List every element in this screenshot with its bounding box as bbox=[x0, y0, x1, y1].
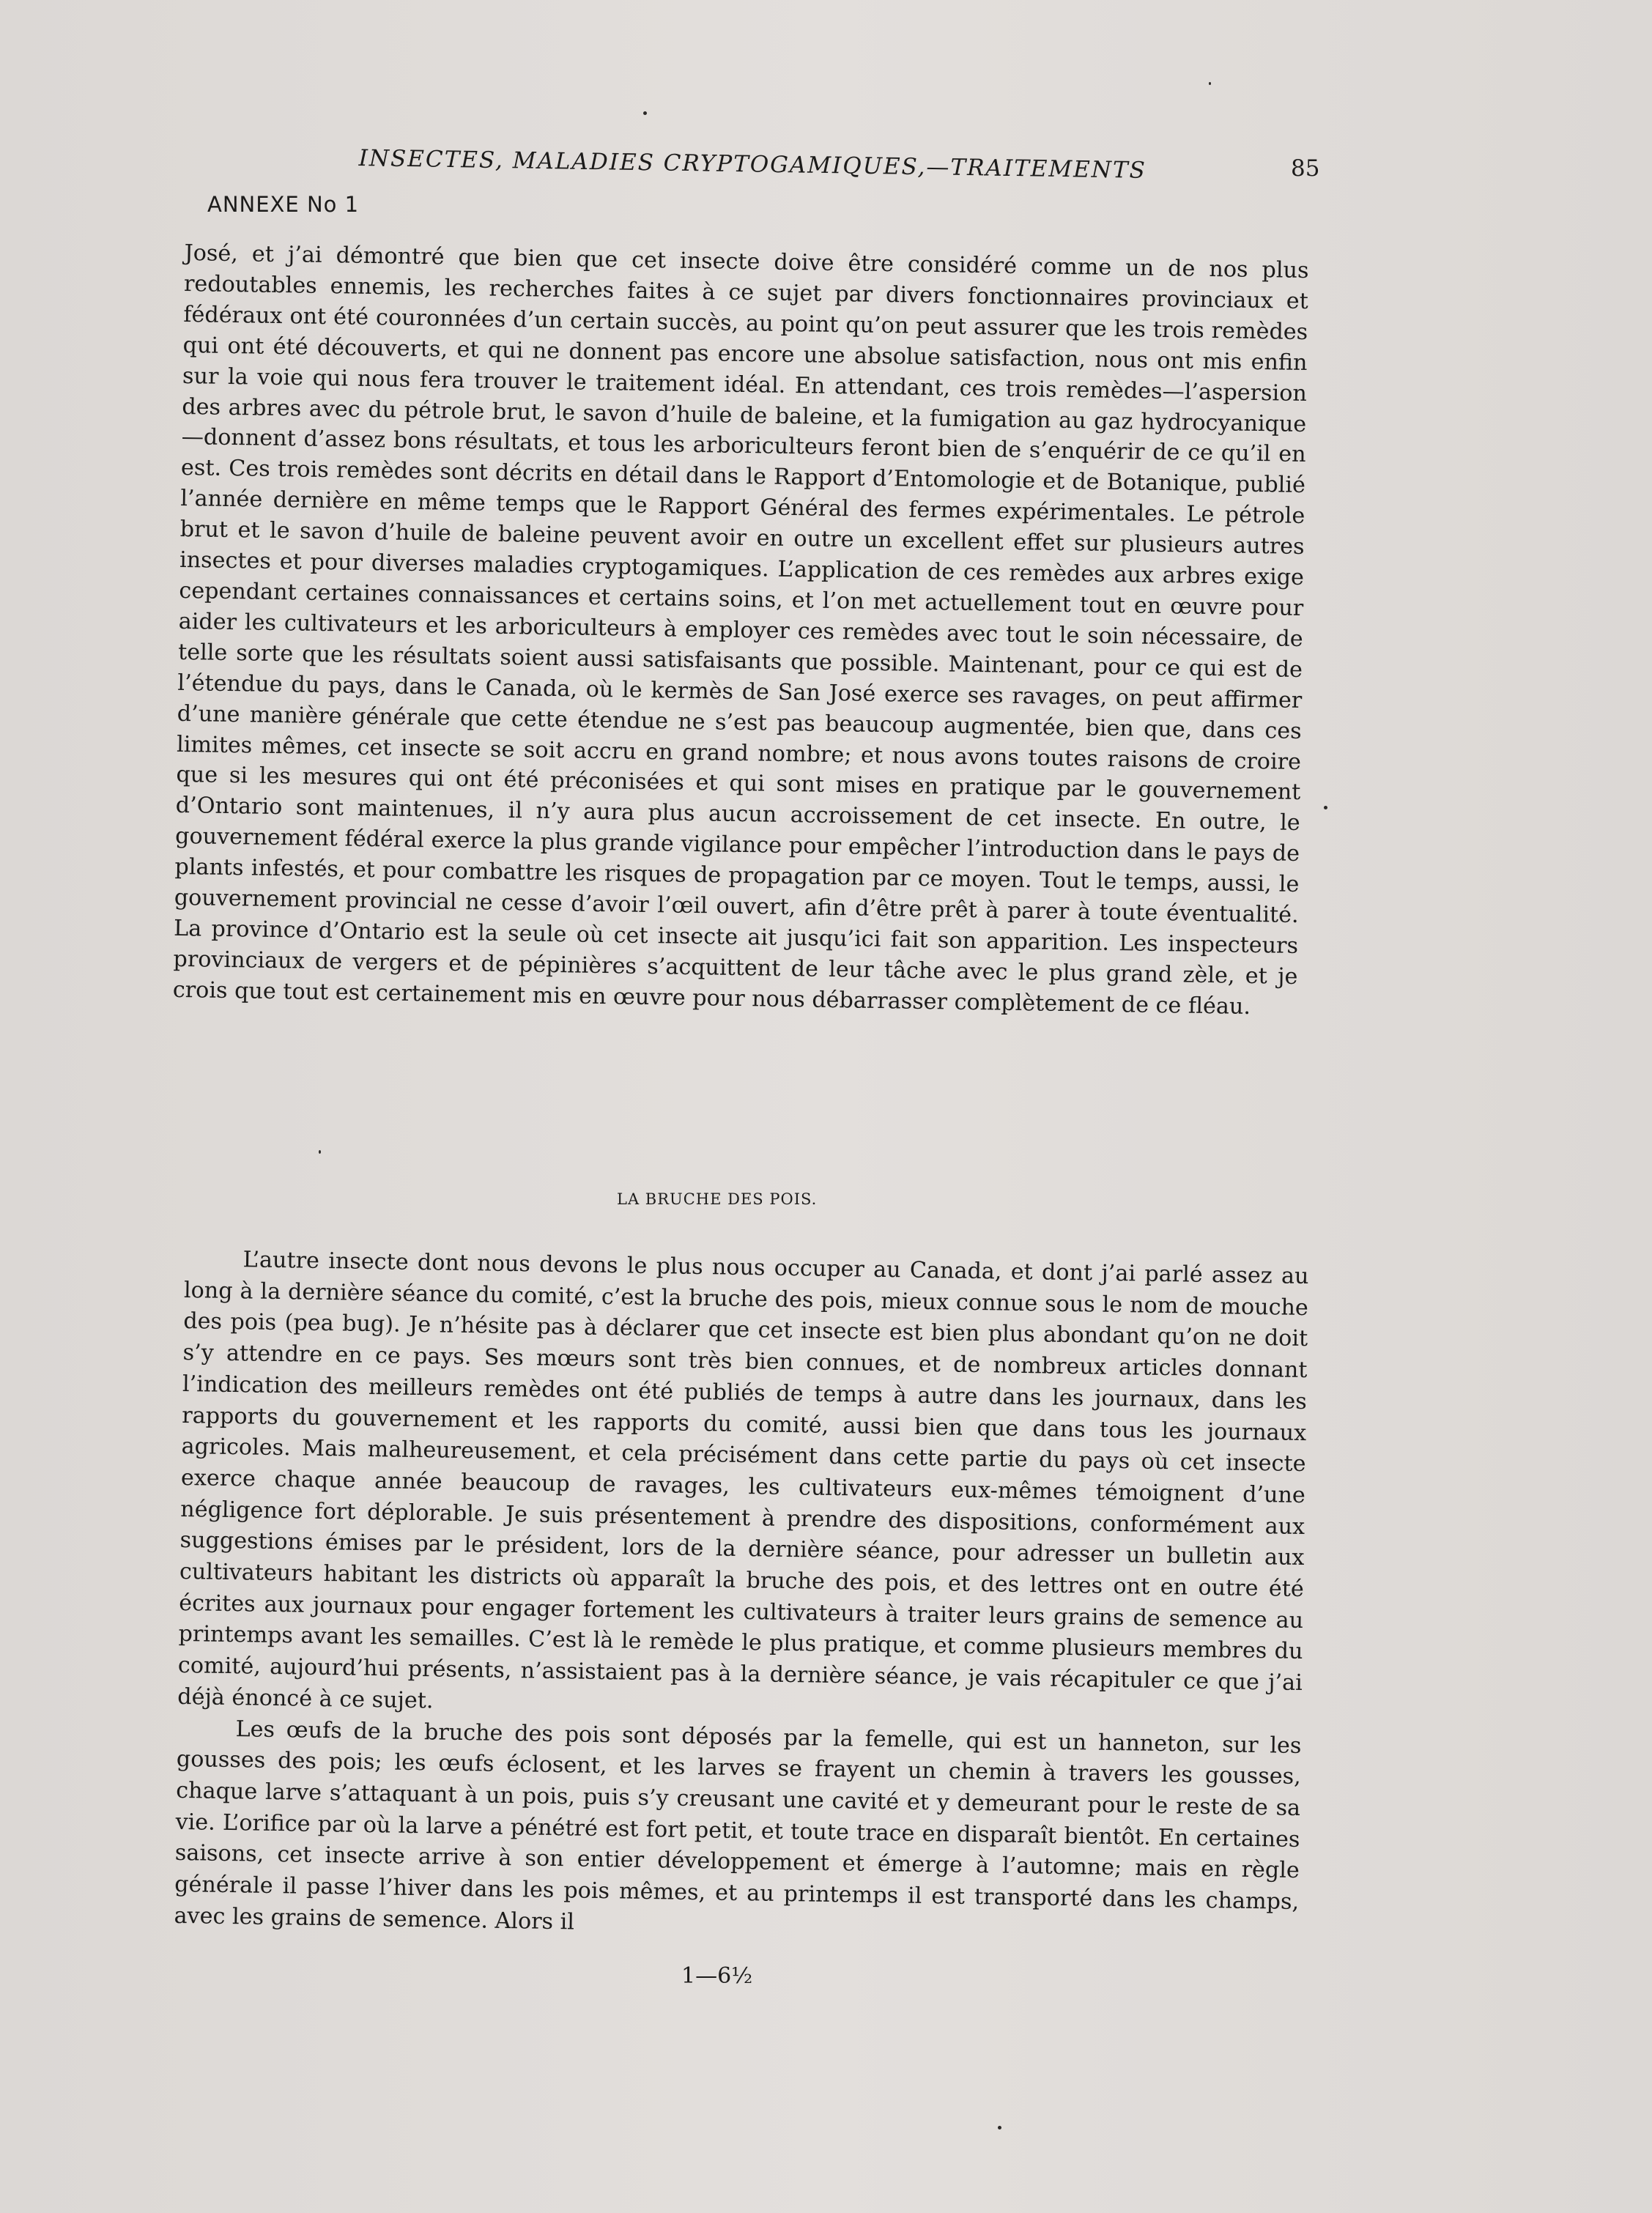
body-text-block-2 bbox=[174, 1244, 1309, 1949]
ink-speck bbox=[1324, 806, 1327, 809]
running-title: INSECTES, MALADIES CRYPTOGAMIQUES,—TRAITEMENTS bbox=[358, 145, 1147, 184]
page-number: 85 bbox=[1291, 155, 1320, 182]
ink-speck bbox=[319, 1150, 321, 1154]
ink-speck bbox=[1209, 82, 1211, 85]
ink-speck bbox=[998, 2126, 1001, 2129]
paragraph: José, et j’ai démontré que bien que cet insecte doive être considéré comme un de nos plus redoutables ennemis, les recherches faites à ce sujet par divers fonctionnaires provinciaux et fédéraux ont été couronnées d’un certain succès, au point qu’on peut assurer que les trois remèdes qui ont été découverts, et qui ne donnent pas encore une absolue satisfaction, nous ont mis enfin sur la voie qui nous fera trouver le traitement idéal. En attendant, ces trois remèdes—l’aspersion des arbres avec du pétrole brut, le savon d’huile de baleine, et la fumigation au gaz hydrocyanique—donnent d’assez bons résultats, et tous les arboriculteurs feront bien de s’enquérir de ce qu’il en est. Ces trois remèdes sont décrits en détail dans le Rapport d’Entomologie et de Botanique, publié l’année dernière en même temps que le Rapport Général des fermes expérimentales. Le pétrole brut et le savon d’huile de baleine peuvent avoir en outre un excellent effet sur plusieurs autres insectes et pour diverses maladies cryptogamiques. L’application de ces remèdes aux arbres exige cependant certaines connaissances et certains soins, et l’on met actuellement tout en œuvre pour aider les cultivateurs et les arboriculteurs à employer ces remèdes avec tout le soin nécessaire, de telle sorte que les résultats soient aussi satisfaisants que possible. Maintenant, pour ce qui est de l’étendue du pays, dans le Canada, où le kermès de San José exerce ses ravages, on peut affirmer d’une manière générale que cette étendue ne s’est pas beaucoup augmentée, bien que, dans ces limites mêmes, cet insecte se soit accru en grand nombre; et nous avons toutes raisons de croire que si les mesures qui ont été préconisées et qui sont mises en pratique par le gouvernement d’Ontario sont maintenues, il n’y aura plus aucun accroissement de cet insecte. En outre, le gouvernement fédéral exerce la plus grande vigilance pour empêcher l’introduction dans le pays de plants infestés, et pour combattre les risques de propagation par ce moyen. Tout le temps, aussi, le gouvernement provincial ne cesse d’avoir l’œil ouvert, afin d’être prêt à parer à toute éventualité. La province d’Ontario est la seule où cet insecte ait jusqu’ici fait son apparition. Les inspecteurs provinciaux de vergers et de pépinières s’acquittent de leur tâche avec le plus grand zèle, et je crois que tout est certainement mis en œuvre pour nous débarrasser complètement de ce fléau. bbox=[172, 240, 1309, 1020]
paragraph: Les œufs de la bruche des pois sont déposés par la femelle, qui est un hanneton, sur les gousses des pois; les œufs éclosent, et les larves se frayent un chemin à travers les gousses, chaque larve s’attaquant à un pois, puis s’y creusant une cavité et y demeurant pour le reste de sa vie. L’orifice par où la larve a pénétré est fort petit, et toute trace en disparaît bientôt. En certaines saisons, cet insecte arrive à son entier développement et émerge à l’automne; mais en règle générale il passe l’hiver dans les pois mêmes, et au printemps il est transporté dans les champs, avec les grains de semence. Alors il bbox=[174, 1716, 1302, 1935]
annex-label: ANNEXE No 1 bbox=[207, 192, 360, 217]
paragraph: L’autre insecte dont nous devons le plus nous occuper au Canada, et dont j’ai parlé assez au long à la dernière séance du comité, c’est la bruche des pois, mieux connue sous le nom de mouche des pois (pea bug). Je n’hésite pas à déclarer que cet insecte est bien plus abondant qu’on ne doit s’y attendre en ce pays. Ses mœurs sont très bien connues, et de nombreux articles donnant l’indication des meilleurs remèdes ont été publiés de temps à autre dans les journaux, dans les rapports du gouvernement et les rapports du comité, aussi bien que dans tous les journaux agricoles. Mais malheureusement, et cela précisément dans cette partie du pays où cet insecte exerce chaque année beaucoup de ravages, les cultivateurs eux-mêmes témoignent d’une négligence fort déplorable. Je suis présentement à prendre des dispositions, conformément aux suggestions émises par le président, lors de la dernière séance, pour adresser un bulletin aux cultivateurs habitant les districts où apparaît la bruche des pois, et des lettres ont en outre été écrites aux journaux pour engager fortement les cultivateurs à traiter leurs grains de semence au printemps avant les semailles. C’est là le remède le plus pratique, et comme plusieurs membres du comité, aujourd’hui présents, n’assistaient pas à la dernière séance, je vais récapituler ce que j’ai déjà énoncé à ce sujet. bbox=[177, 1247, 1309, 1714]
signature-mark: 1—6½ bbox=[681, 1963, 753, 1989]
body-text-block bbox=[173, 238, 1309, 1023]
ink-speck bbox=[643, 111, 647, 115]
section-heading: LA BRUCHE DES POIS. bbox=[617, 1190, 818, 1208]
